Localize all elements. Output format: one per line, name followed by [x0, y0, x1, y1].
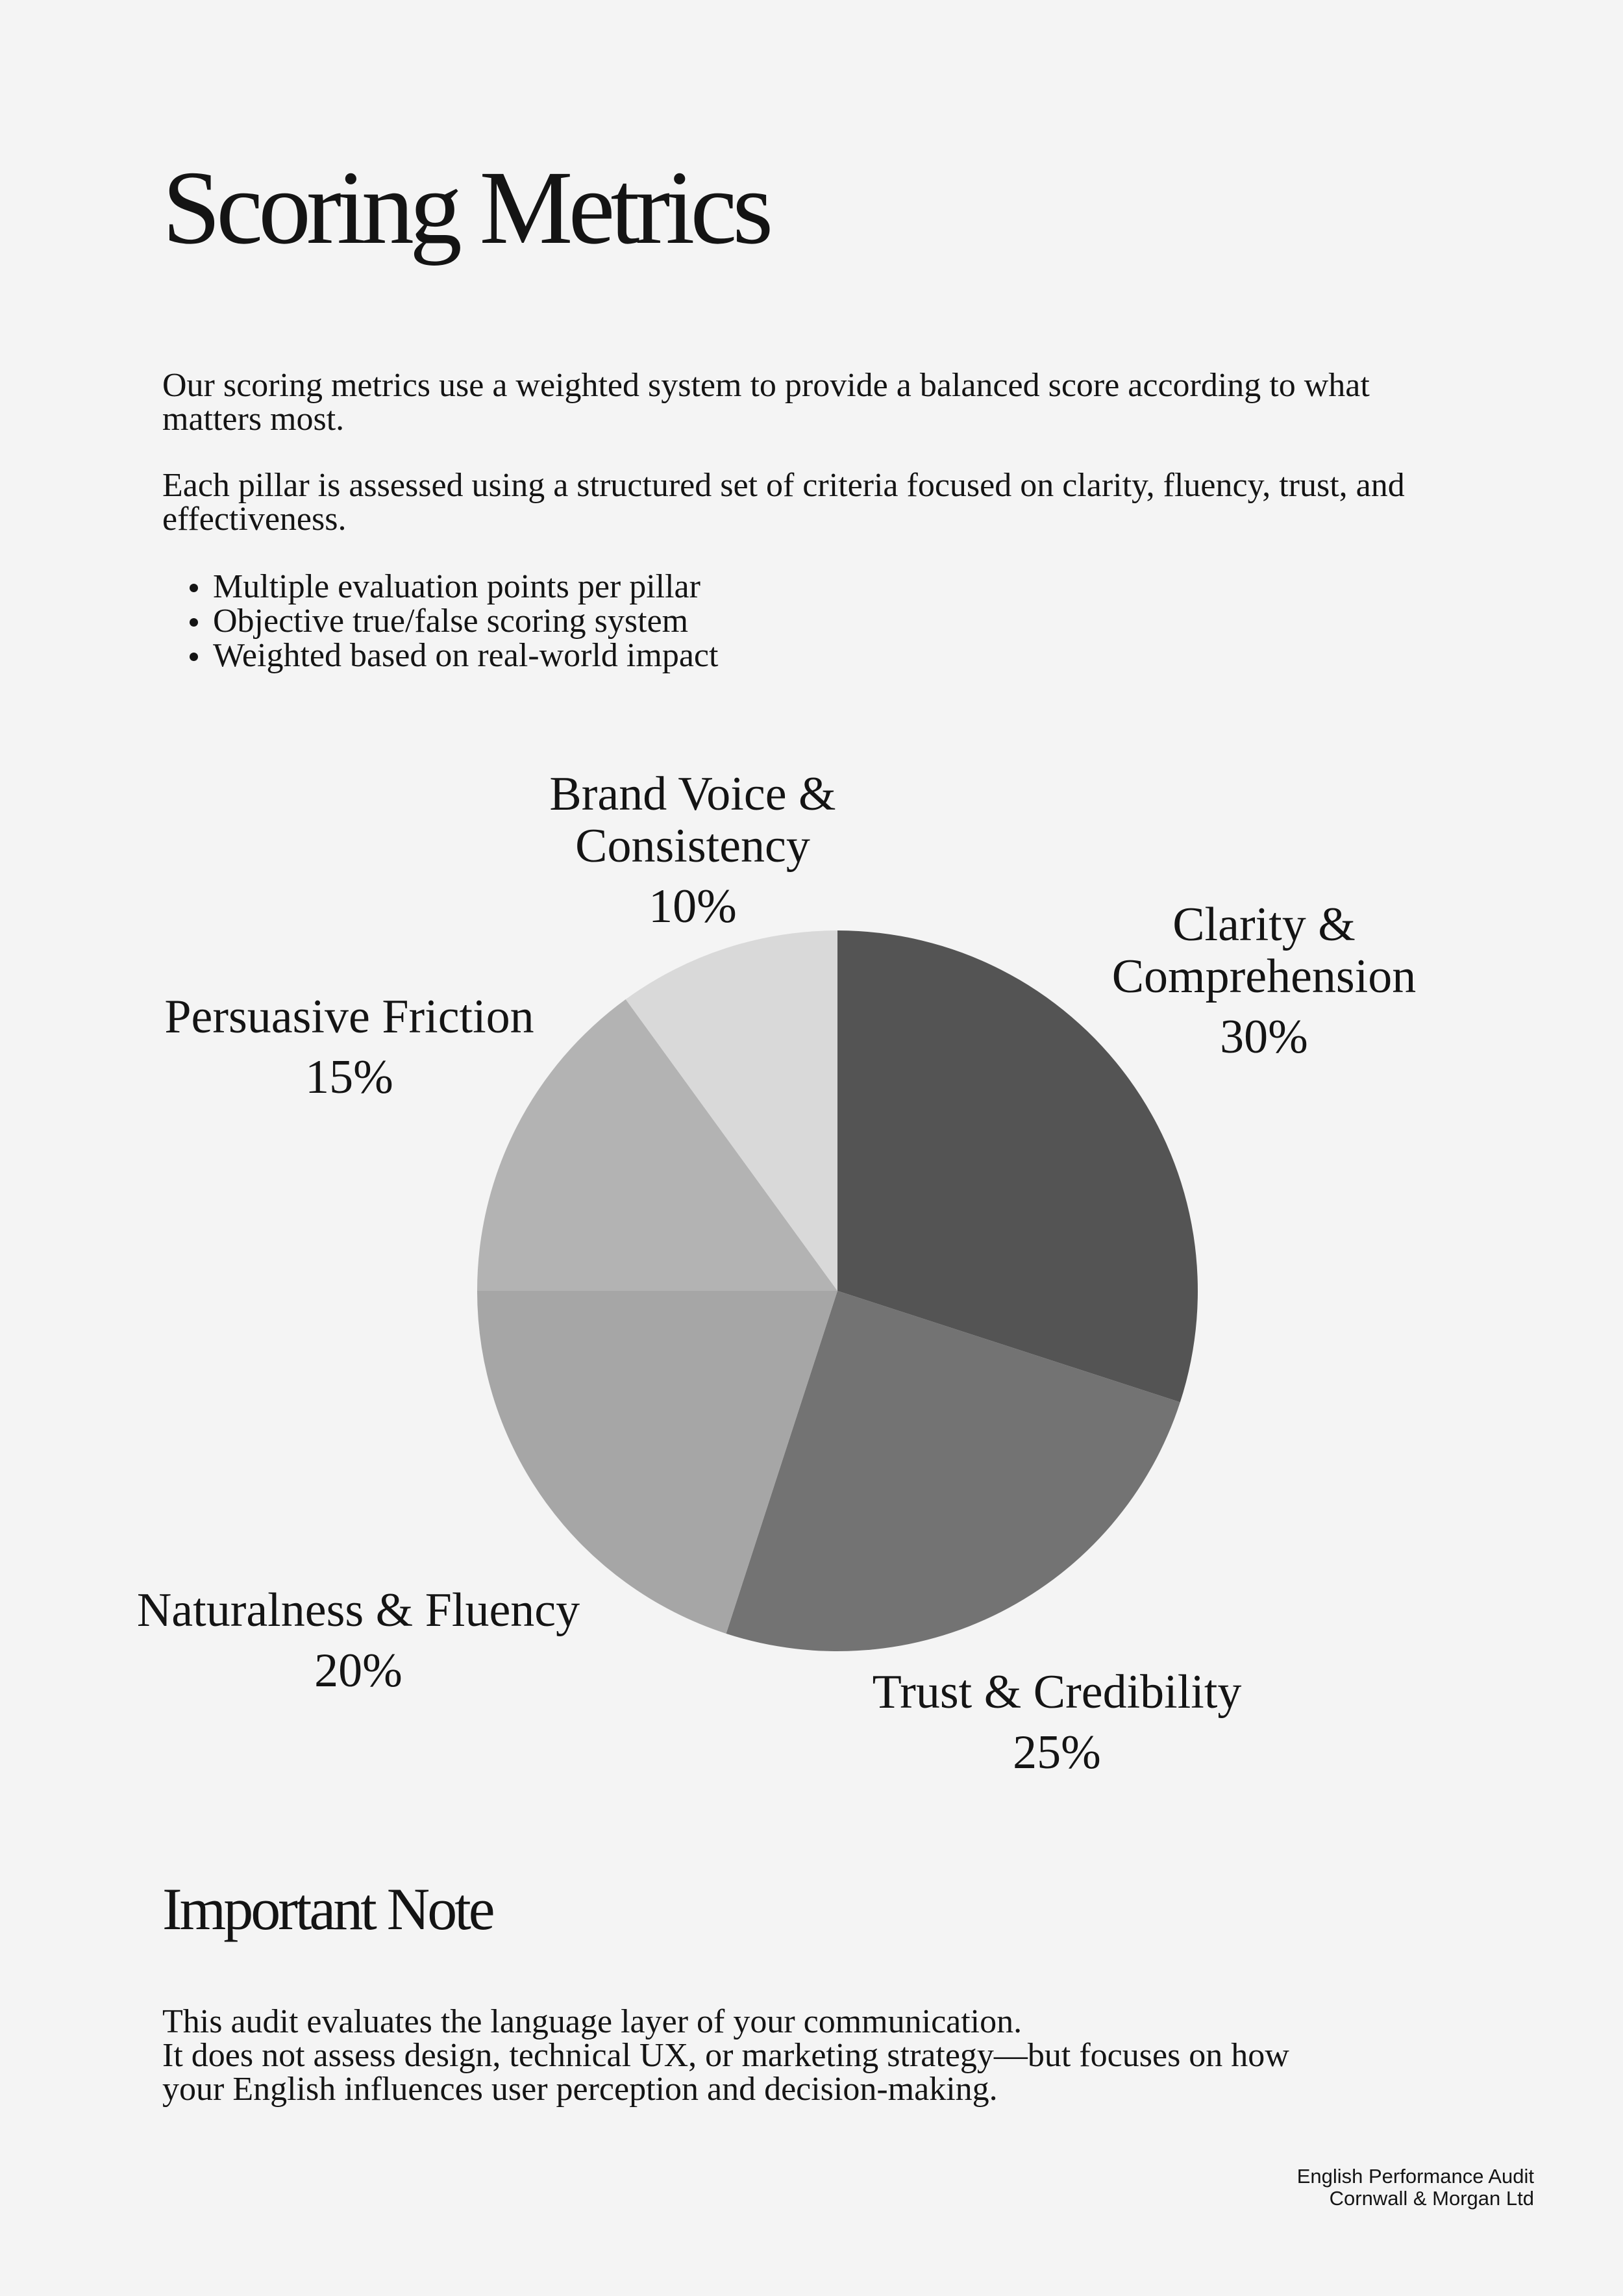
pie-label-brand-voice-consistency: Consistency — [575, 819, 810, 873]
pie-value-brand-voice-consistency: 10% — [649, 880, 737, 933]
footer-company-name: Cornwall & Morgan Ltd — [1329, 2187, 1534, 2210]
pie-label-trust-credibility: Trust & Credibility — [872, 1666, 1242, 1719]
bullet-text: Weighted based on real-world impact — [213, 637, 719, 674]
pie-label-clarity-comprehension: Comprehension — [1111, 950, 1417, 1003]
pie-value-persuasive-friction: 15% — [305, 1051, 393, 1104]
pie-label-naturalness-fluency: Naturalness & Fluency — [136, 1584, 580, 1637]
pie-label-brand-voice-consistency: Brand Voice & — [549, 767, 836, 821]
intro-paragraph-weighting: Our scoring metrics use a weighted system to provide a balanced score according to what matters most. — [162, 367, 1370, 438]
pie-label-clarity-comprehension: Clarity & — [1172, 898, 1356, 951]
pie-value-trust-credibility: 25% — [1013, 1726, 1101, 1779]
pie-value-naturalness-fluency: 20% — [314, 1644, 403, 1697]
pie-value-clarity-comprehension: 30% — [1220, 1010, 1308, 1064]
page-title: Scoring Metrics — [162, 150, 769, 266]
note-text-line: your English influences user perception and decision-making. — [162, 2071, 998, 2108]
intro-paragraph-criteria: Each pillar is assessed using a structured set of criteria focused on clarity, fluency, trust, and effectiveness. — [162, 467, 1405, 538]
pie-label-persuasive-friction: Persuasive Friction — [164, 990, 534, 1043]
note-title: Important Note — [162, 1876, 493, 1942]
footer-report-name: English Performance Audit — [1296, 2165, 1534, 2188]
footer — [1297, 2165, 1534, 2210]
bullet-text: Objective true/false scoring system — [213, 603, 689, 640]
note-text-line: It does not assess design, technical UX, or marketing strategy—but focuses on how — [162, 2037, 1289, 2074]
bullet-text: Multiple evaluation points per pillar — [213, 568, 700, 605]
note-text-line: This audit evaluates the language layer of your communication. — [162, 2003, 1022, 2040]
